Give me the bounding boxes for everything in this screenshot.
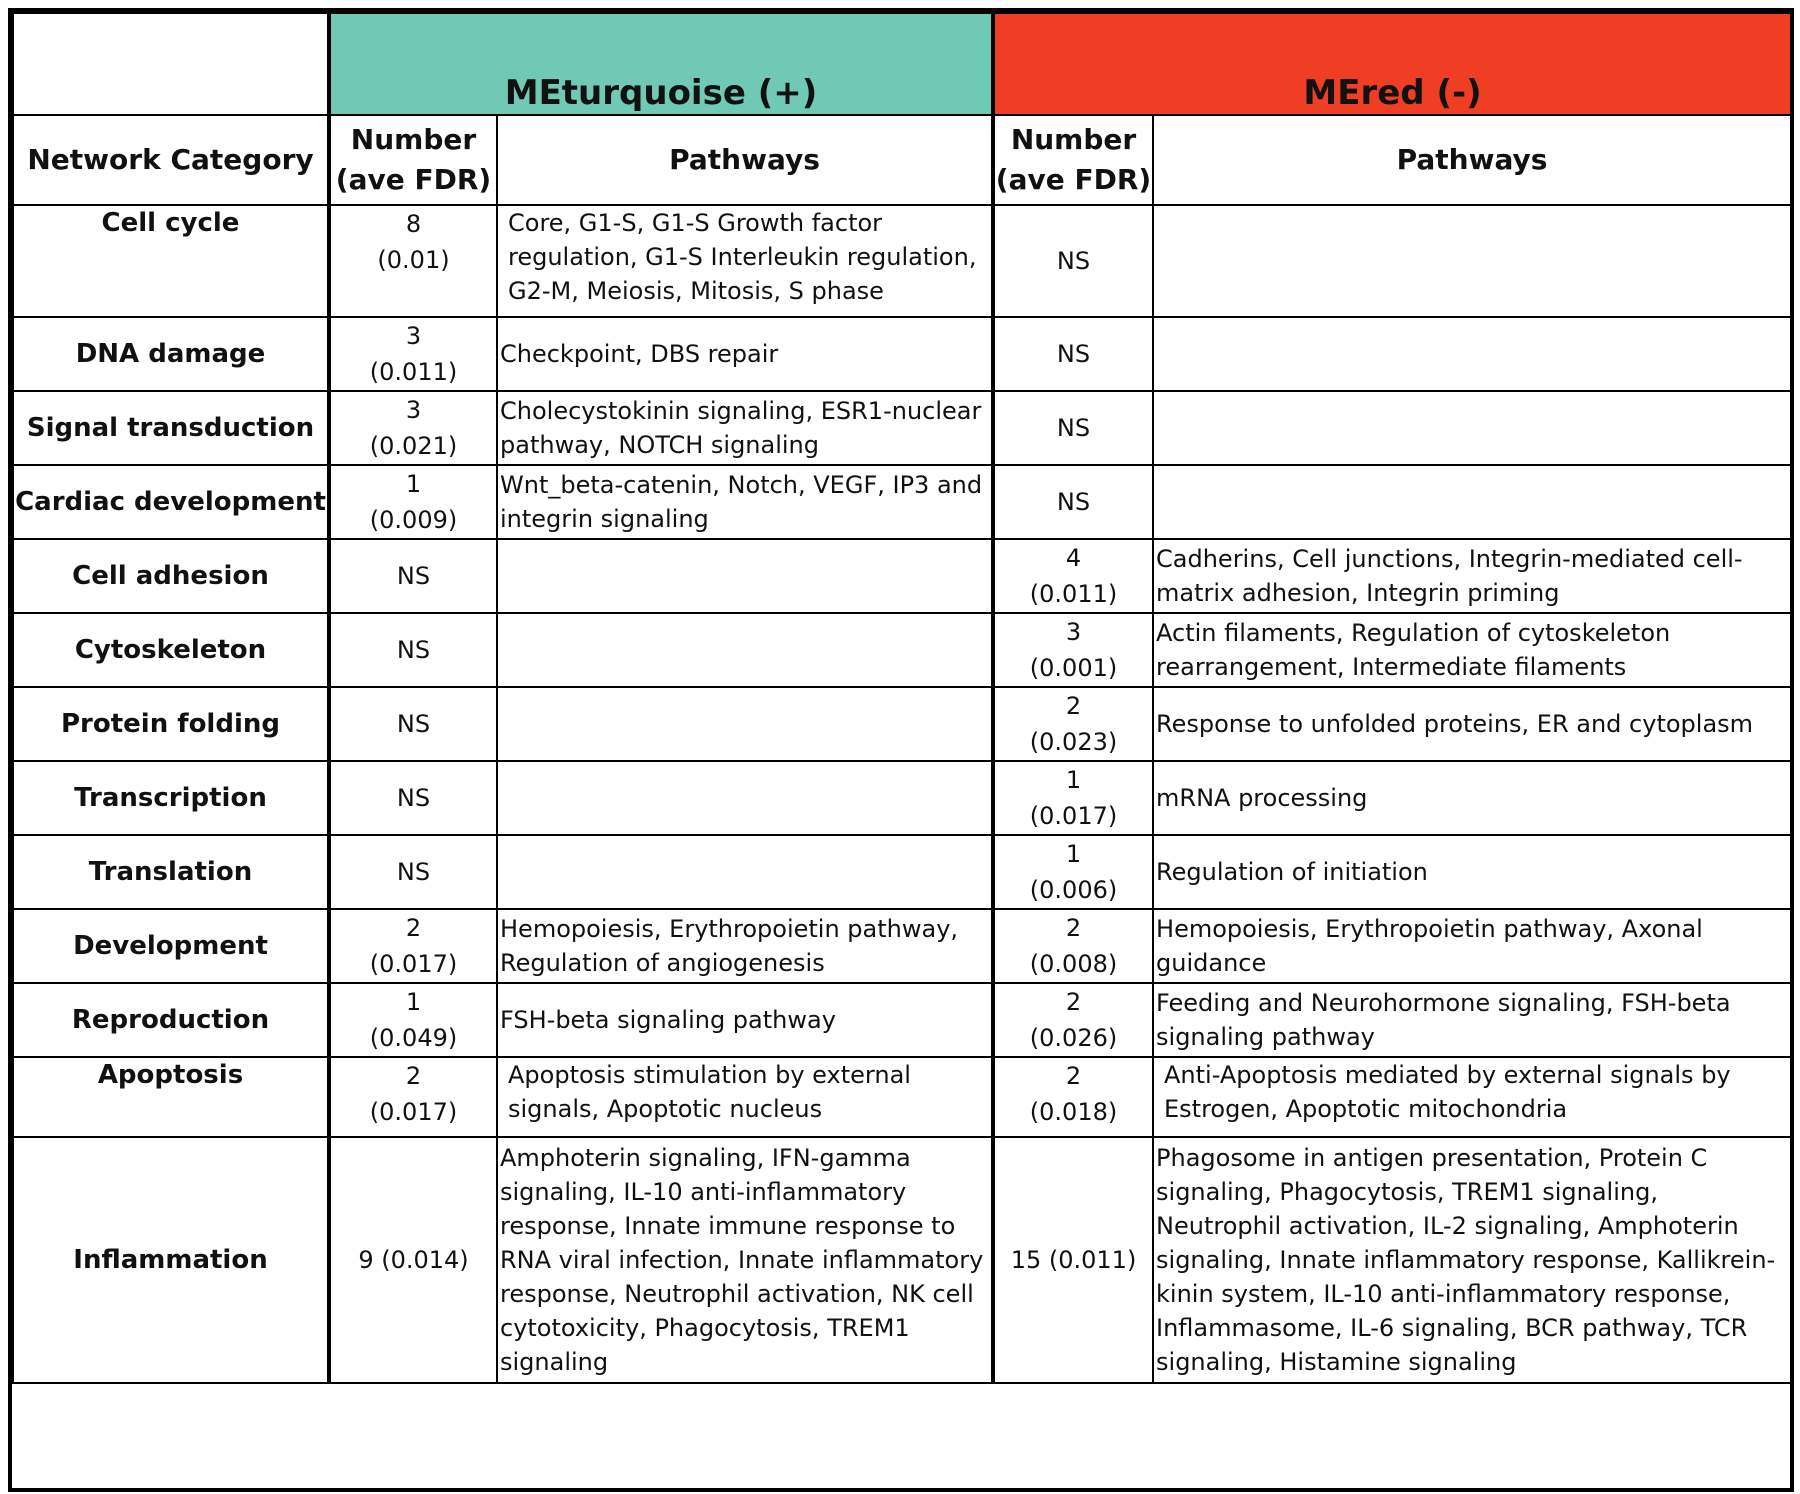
category-cell: Reproduction (13, 983, 329, 1057)
count: 2 (1065, 1062, 1082, 1090)
red-number-cell (993, 391, 1153, 465)
count: 9 (0.014) (358, 1246, 469, 1274)
count: 3 (405, 396, 422, 424)
count: NS (396, 784, 431, 812)
category-cell: Transcription (13, 761, 329, 835)
turquoise-number-cell (329, 539, 497, 613)
red-pathways-cell: Actin filaments, Regulation of cytoskeleton rearrangement, Intermediate filaments (1153, 613, 1791, 687)
red-pathways-cell: Feeding and Neurohormone signaling, FSH-beta signaling pathway (1153, 983, 1791, 1057)
red-pathways-cell (1153, 317, 1791, 391)
turquoise-pathways-cell (497, 613, 993, 687)
category-cell: Cytoskeleton (13, 613, 329, 687)
count: NS (1056, 340, 1091, 368)
turquoise-number-cell (329, 391, 497, 465)
count: NS (1056, 414, 1091, 442)
turquoise-pathways-cell (497, 835, 993, 909)
turquoise-pathways-cell: FSH-beta signaling pathway (497, 983, 993, 1057)
red-pathways-cell: mRNA processing (1153, 761, 1791, 835)
count: 1 (1065, 840, 1082, 868)
turquoise-pathways-cell: Amphoterin signaling, IFN-gamma signaling, IL-10 anti-inflammatory response, Innate immune response to RNA viral infection, Innate inflammatory response, Neutrophil activation, NK cell cytotoxicity, Phagocytosis, TREM1 signaling (497, 1137, 993, 1383)
red-number-cell (993, 983, 1153, 1057)
turquoise-pathways-header: Pathways (497, 115, 993, 205)
red-number-cell (993, 613, 1153, 687)
red-pathways-cell: Response to unfolded proteins, ER and cytoplasm (1153, 687, 1791, 761)
turquoise-pathways-cell: Checkpoint, DBS repair (497, 317, 993, 391)
mered-header: MEred (-) (993, 13, 1791, 115)
turquoise-pathways-cell: Apoptosis stimulation by external signals, Apoptotic nucleus (497, 1057, 993, 1137)
red-number-cell (993, 1137, 1153, 1383)
fdr: (0.017) (1029, 802, 1118, 830)
fdr: (0.026) (1029, 1024, 1118, 1052)
turquoise-number-header (329, 115, 497, 205)
table-row (13, 317, 1791, 391)
turquoise-pathways-cell (497, 687, 993, 761)
table-row (13, 1137, 1791, 1383)
table-row (13, 909, 1791, 983)
count: 1 (405, 988, 422, 1016)
fdr: (0.008) (1029, 950, 1118, 978)
count: NS (396, 562, 431, 590)
fdr: (0.023) (1029, 728, 1118, 756)
red-number-cell (993, 317, 1153, 391)
category-cell: Signal transduction (13, 391, 329, 465)
count: 3 (405, 322, 422, 350)
fdr: (0.021) (369, 432, 458, 460)
group-header-row (13, 13, 1791, 115)
turquoise-number-cell (329, 1057, 497, 1137)
count: 2 (405, 914, 422, 942)
table-row (13, 983, 1791, 1057)
category-cell: Cell adhesion (13, 539, 329, 613)
turquoise-number-cell (329, 1137, 497, 1383)
table-row (13, 761, 1791, 835)
corner-cell (13, 13, 329, 115)
red-number-cell (993, 909, 1153, 983)
category-cell: Cell cycle (13, 205, 329, 317)
turquoise-pathways-cell: Wnt_beta-catenin, Notch, VEGF, IP3 and integrin signaling (497, 465, 993, 539)
red-pathways-cell: Anti-Apoptosis mediated by external signals by Estrogen, Apoptotic mitochondria (1153, 1057, 1791, 1137)
count: 3 (1065, 618, 1082, 646)
turquoise-number-cell (329, 205, 497, 317)
column-header-row (13, 115, 1791, 205)
count: NS (396, 710, 431, 738)
fdr: (0.018) (1029, 1098, 1118, 1126)
count: NS (396, 858, 431, 886)
fdr: (0.049) (369, 1024, 458, 1052)
fdr: (0.006) (1029, 876, 1118, 904)
fdr: (0.001) (1029, 654, 1118, 682)
table-row (13, 1057, 1791, 1137)
pathway-enrichment-table (12, 12, 1792, 1384)
count: NS (1056, 247, 1091, 275)
table-row (13, 465, 1791, 539)
red-number-cell (993, 539, 1153, 613)
count: 2 (1065, 692, 1082, 720)
turquoise-pathways-cell: Core, G1-S, G1-S Growth factor regulation, G1-S Interleukin regulation, G2-M, Meiosis, Mitosis, S phase (497, 205, 993, 317)
number-label: Number (350, 123, 477, 156)
red-pathways-cell (1153, 391, 1791, 465)
red-pathways-cell: Hemopoiesis, Erythropoietin pathway, Axonal guidance (1153, 909, 1791, 983)
count: 1 (1065, 766, 1082, 794)
category-cell: Apoptosis (13, 1057, 329, 1137)
red-number-cell (993, 761, 1153, 835)
count: 2 (405, 1062, 422, 1090)
turquoise-number-cell (329, 983, 497, 1057)
ave-fdr-label: (ave FDR) (335, 163, 492, 196)
fdr: (0.009) (369, 506, 458, 534)
fdr: (0.017) (369, 1098, 458, 1126)
table-row (13, 835, 1791, 909)
table-row (13, 539, 1791, 613)
number-label: Number (1010, 123, 1137, 156)
category-cell: Cardiac development (13, 465, 329, 539)
count: 2 (1065, 988, 1082, 1016)
category-cell: Translation (13, 835, 329, 909)
turquoise-pathways-cell: Hemopoiesis, Erythropoietin pathway, Regulation of angiogenesis (497, 909, 993, 983)
fdr: (0.017) (369, 950, 458, 978)
red-pathways-cell: Phagosome in antigen presentation, Protein C signaling, Phagocytosis, TREM1 signaling, Neutrophil activation, IL-2 signaling, Amphoterin signaling, Innate inflammatory response, Kallikrein-kinin system, IL-10 anti-inflammatory response, Inflammasome, IL-6 signaling, BCR pathway, TCR signaling, Histamine signaling (1153, 1137, 1791, 1383)
count: 15 (0.011) (1010, 1246, 1137, 1274)
count: 2 (1065, 914, 1082, 942)
red-pathways-cell: Regulation of initiation (1153, 835, 1791, 909)
turquoise-pathways-cell (497, 539, 993, 613)
turquoise-number-cell (329, 613, 497, 687)
turquoise-number-cell (329, 909, 497, 983)
turquoise-pathways-cell: Cholecystokinin signaling, ESR1-nuclear pathway, NOTCH signaling (497, 391, 993, 465)
red-number-cell (993, 205, 1153, 317)
red-number-cell (993, 687, 1153, 761)
category-cell: DNA damage (13, 317, 329, 391)
turquoise-number-cell (329, 761, 497, 835)
count: 4 (1065, 544, 1082, 572)
category-cell: Protein folding (13, 687, 329, 761)
red-number-cell (993, 835, 1153, 909)
table-row (13, 205, 1791, 317)
turquoise-pathways-cell (497, 761, 993, 835)
turquoise-number-cell (329, 835, 497, 909)
network-category-header: Network Category (13, 115, 329, 205)
turquoise-number-cell (329, 687, 497, 761)
count: 8 (405, 210, 422, 238)
count: 1 (405, 470, 422, 498)
red-pathways-header: Pathways (1153, 115, 1791, 205)
ave-fdr-label: (ave FDR) (995, 163, 1152, 196)
count: NS (396, 636, 431, 664)
table-row (13, 687, 1791, 761)
fdr: (0.01) (377, 246, 450, 274)
table-row (13, 391, 1791, 465)
red-number-cell (993, 1057, 1153, 1137)
fdr: (0.011) (1029, 580, 1118, 608)
fdr: (0.011) (369, 358, 458, 386)
pathway-table-frame (8, 8, 1794, 1492)
turquoise-number-cell (329, 465, 497, 539)
red-pathways-cell (1153, 205, 1791, 317)
red-number-cell (993, 465, 1153, 539)
meturquoise-header: MEturquoise (+) (329, 13, 993, 115)
red-pathways-cell: Cadherins, Cell junctions, Integrin-mediated cell-matrix adhesion, Integrin priming (1153, 539, 1791, 613)
category-cell: Development (13, 909, 329, 983)
red-pathways-cell (1153, 465, 1791, 539)
count: NS (1056, 488, 1091, 516)
red-number-header (993, 115, 1153, 205)
turquoise-number-cell (329, 317, 497, 391)
category-cell: Inflammation (13, 1137, 329, 1383)
table-row (13, 613, 1791, 687)
